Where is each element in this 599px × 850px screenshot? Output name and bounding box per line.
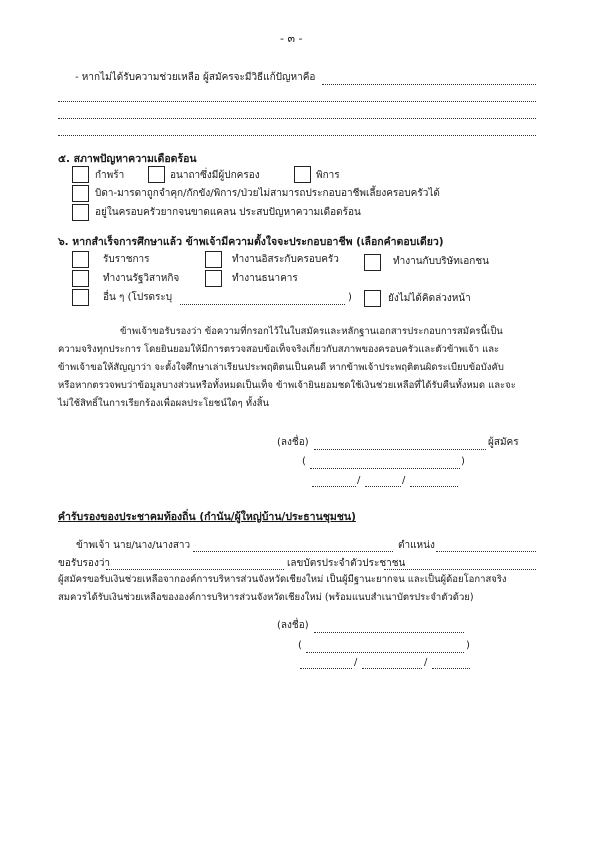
private-company-label: ทำงานกับบริษัทเอกชน: [393, 256, 489, 267]
section5-heading: ๕. สภาพปัญหาความเดือดร้อน: [58, 153, 197, 165]
date-separator: /: [424, 657, 428, 668]
date-separator: /: [354, 657, 358, 668]
certification-heading: คำรับรองของประชาคมท้องถิ่น (กำนัน/ผู้ใหญ่บ้าน/ประธานชุมชน): [58, 511, 356, 523]
applicant-date-day-field[interactable]: [312, 486, 356, 487]
declaration-line: ข้าพเจ้าขอให้สัญญาว่า จะตั้งใจศึกษาเล่าเรียนประพฤติตนเป็นคนดี หากข้าพเจ้าประพฤติตนผิดระเบียบข้อบังคับ: [58, 362, 504, 373]
other-label: อื่น ๆ (โปรดระบุ: [103, 292, 173, 303]
certifier-date-month-field[interactable]: [362, 668, 422, 669]
date-separator: /: [357, 475, 361, 486]
applicant-name-close-paren: ): [461, 456, 465, 467]
parents-unable-checkbox[interactable]: [72, 185, 89, 202]
applicant-date-year-field[interactable]: [410, 486, 458, 487]
bank-label: ทำงานธนาคาร: [232, 273, 298, 284]
orphan-checkbox[interactable]: [72, 166, 89, 183]
certifier-name-open-paren: (: [298, 640, 302, 651]
declaration-line: ความจริงทุกประการ โดยยินยอมให้มีการตรวจสอบข้อเท็จจริงเกี่ยวกับสภาพของครอบครัวและตัวข้าพเจ้า และ: [58, 344, 500, 355]
family-business-label: ทำงานอิสระกับครอบครัว: [232, 254, 339, 265]
applicant-role-label: ผู้สมัคร: [488, 437, 519, 448]
problem-solving-field-4[interactable]: [58, 135, 536, 136]
other-checkbox[interactable]: [72, 289, 89, 306]
certifier-date-day-field[interactable]: [300, 668, 352, 669]
private-company-checkbox[interactable]: [364, 254, 381, 271]
other-close-paren: ): [348, 292, 352, 303]
problem-solving-field-3[interactable]: [58, 118, 536, 119]
cert-id-field[interactable]: [384, 569, 536, 570]
applicant-name-field[interactable]: [310, 468, 460, 469]
cert-name-label: ข้าพเจ้า นาย/นาง/นางสาว: [76, 540, 191, 551]
undecided-label: ยังไม่ได้คิดล่วงหน้า: [388, 293, 471, 304]
problem-solving-prompt: - หากไม่ได้รับความช่วยเหลือ ผู้สมัครจะมีวิธีแก้ปัญหาคือ: [75, 72, 316, 83]
declaration-line: ไม่ใช้สิทธิ์ในการเรียกร้องเพื่อผลประโยชน์ใดๆ ทั้งสิ้น: [58, 398, 269, 409]
dependent-checkbox[interactable]: [148, 166, 165, 183]
bank-checkbox[interactable]: [205, 270, 222, 287]
orphan-label: กำพร้า: [95, 170, 125, 181]
other-specify-field[interactable]: [180, 304, 345, 305]
problem-solving-field-2[interactable]: [58, 101, 536, 102]
cert-certify-label: ขอรับรองว่า: [58, 558, 111, 569]
cert-statement-line: ผู้สมัครขอรับเงินช่วยเหลือจากองค์การบริหารส่วนจังหวัดเชียงใหม่ เป็นผู้มีฐานะยากจน และเป็นผู้ด้อยโอกาสจริง: [58, 574, 507, 585]
cert-statement-line: สมควรได้รับเงินช่วยเหลือขององค์การบริหารส่วนจังหวัดเชียงใหม่ (พร้อมแนบสำเนาบัตรประจำตัวด้วย): [58, 592, 474, 603]
certifier-date-year-field[interactable]: [432, 668, 470, 669]
certifier-signature-field[interactable]: [314, 632, 464, 633]
certifier-name-field[interactable]: [306, 652, 464, 653]
poor-family-checkbox[interactable]: [72, 204, 89, 221]
page-number: - ๓ -: [280, 32, 303, 45]
certifier-name-close-paren: ): [466, 640, 470, 651]
state-enterprise-label: ทำงานรัฐวิสาหกิจ: [103, 273, 180, 284]
cert-position-field[interactable]: [436, 551, 536, 552]
state-enterprise-checkbox[interactable]: [72, 270, 89, 287]
dependent-label: อนาถาซึ่งมีผู้ปกครอง: [170, 170, 260, 181]
undecided-checkbox[interactable]: [364, 290, 381, 307]
applicant-date-month-field[interactable]: [365, 486, 401, 487]
cert-position-label: ตำแหน่ง: [398, 540, 435, 551]
date-separator: /: [402, 475, 406, 486]
government-label: รับราชการ: [103, 254, 150, 265]
government-checkbox[interactable]: [72, 251, 89, 268]
declaration-line: ข้าพเจ้าขอรับรองว่า ข้อความที่กรอกไว้ในใบสมัครและหลักฐานเอกสารประกอบการสมัครนี้เป็น: [120, 326, 503, 337]
poor-family-label: อยู่ในครอบครัวยากจนขาดแคลน ประสบปัญหาความเดือดร้อน: [95, 207, 361, 218]
problem-solving-field-1[interactable]: [322, 84, 536, 85]
parents-unable-label: บิดา-มารดาถูกจำคุก/กักขัง/พิการ/ป่วยไม่สามารถประกอบอาชีพเลี้ยงครอบครัวได้: [95, 188, 440, 199]
cert-name-field[interactable]: [193, 551, 393, 552]
applicant-sign-label: (ลงชื่อ): [277, 437, 309, 448]
disabled-label: พิการ: [316, 170, 340, 181]
cert-applicant-name-field[interactable]: [106, 569, 284, 570]
disabled-checkbox[interactable]: [294, 166, 311, 183]
cert-id-label: เลขบัตรประจำตัวประชาชน: [287, 558, 406, 569]
applicant-signature-field[interactable]: [314, 449, 486, 450]
applicant-name-open-paren: (: [302, 456, 306, 467]
certifier-sign-label: (ลงชื่อ): [277, 620, 309, 631]
family-business-checkbox[interactable]: [205, 251, 222, 268]
declaration-line: หรือหากตรวจพบว่าข้อมูลบางส่วนหรือทั้งหมดเป็นเท็จ ข้าพเจ้ายินยอมชดใช้เงินช่วยเหลือที่ได้รับคืนทั้งหมด และจะ: [58, 380, 516, 391]
section6-heading: ๖. หากสำเร็จการศึกษาแล้ว ข้าพเจ้ามีความตั้งใจจะประกอบอาชีพ (เลือกคำตอบเดียว): [58, 236, 444, 248]
